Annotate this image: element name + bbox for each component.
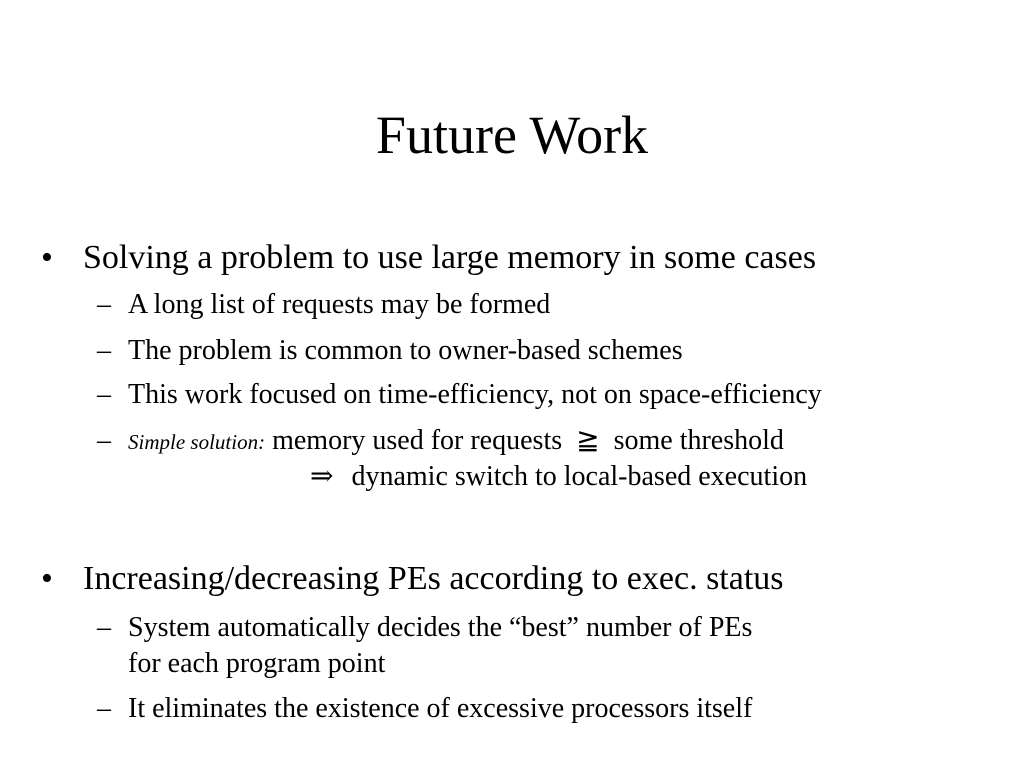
sub-bullet-text: A long list of requests may be formed: [128, 289, 551, 320]
sub-bullet-line-2: for each program point: [128, 648, 386, 679]
sub-bullet-marker: –: [97, 425, 111, 456]
sub-bullet-marker: –: [97, 612, 111, 643]
sub-bullet-marker: –: [97, 379, 111, 410]
solution-line-2: [310, 459, 807, 495]
solution-part-2: some threshold: [613, 425, 784, 456]
sub-bullet-text: [128, 610, 752, 682]
sub-bullet-marker: –: [97, 289, 111, 320]
sub-bullet-text: This work focused on time-efficiency, not on space-efficiency: [128, 379, 822, 410]
sub-bullet-line-1: System automatically decides the “best” number of PEs: [128, 612, 753, 643]
implies-symbol: ⇒: [310, 461, 334, 492]
sub-bullet-text: It eliminates the existence of excessive processors itself: [128, 693, 753, 724]
solution-part-3: dynamic switch to local-based execution: [351, 461, 808, 492]
greater-equal-symbol: ≧: [576, 425, 600, 456]
bullet-text: Increasing/decreasing PEs according to exec. status: [83, 560, 784, 597]
bullet-marker: •: [41, 560, 53, 597]
solution-label: Simple solution:: [128, 430, 266, 454]
solution-part-1: memory used for requests: [272, 425, 563, 456]
solution-line-1: [128, 423, 784, 460]
sub-bullet-text: The problem is common to owner-based schemes: [128, 335, 683, 366]
bullet-text: Solving a problem to use large memory in some cases: [83, 239, 817, 276]
slide-title: Future Work: [375, 105, 649, 165]
sub-bullet-marker: –: [97, 693, 111, 724]
sub-bullet-marker: –: [97, 335, 111, 366]
bullet-marker: •: [41, 239, 53, 276]
